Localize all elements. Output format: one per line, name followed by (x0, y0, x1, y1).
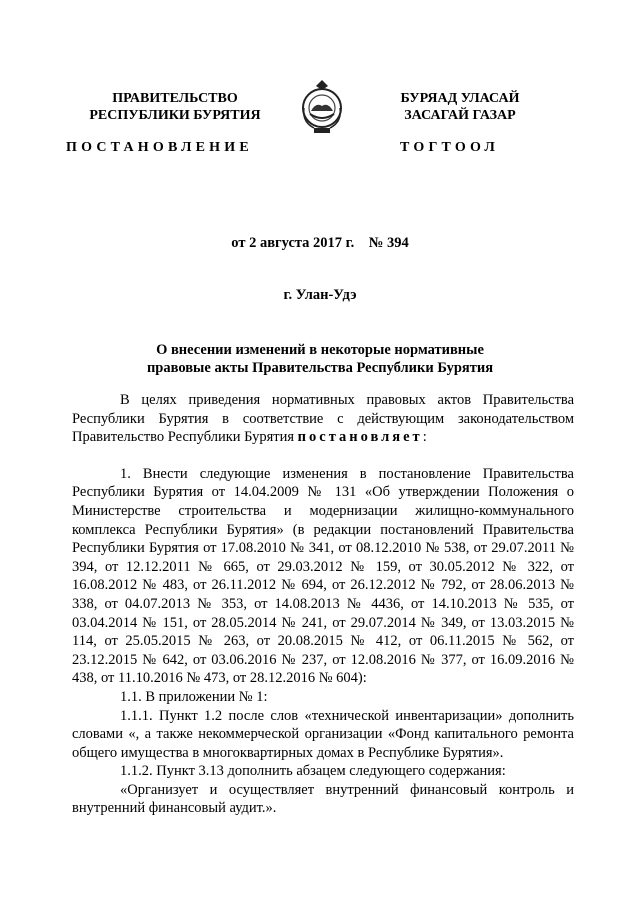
preamble-end: : (422, 429, 427, 446)
preamble-paragraph (72, 391, 574, 447)
government-line-1-bua: БУРЯАД УЛАСАЙ (400, 91, 520, 106)
coat-of-arms-icon (298, 78, 346, 136)
government-name-ru (50, 90, 300, 124)
government-line-2-bua: ЗАСАГАЙ ГАЗАР (404, 108, 516, 123)
item-1-1-2: 1.1.2. Пункт 3.13 дополнить абзацем следующего содержания: (120, 763, 506, 780)
preamble-text: В целях приведения нормативных правовых актов Правительства Республики Бурятия в соответствие с действующим законодательством Правительство Республики Бурятия (72, 392, 574, 446)
government-line-2: РЕСПУБЛИКИ БУРЯТИЯ (89, 108, 261, 123)
title-line-1: О внесении изменений в некоторые нормативные (156, 342, 484, 358)
government-name-bua (345, 90, 575, 124)
document-body (72, 391, 574, 818)
government-line-1: ПРАВИТЕЛЬСТВО (112, 91, 238, 106)
quote-paragraph: «Организует и осуществляет внутренний финансовый контроль и внутренний финансовый аудит.». (72, 781, 574, 817)
doc-type-ru: ПОСТАНОВЛЕНИЕ (66, 140, 253, 155)
item-1-1: 1.1. В приложении № 1: (120, 688, 268, 705)
city: г. Улан-Удэ (283, 287, 357, 303)
date-and-number: от 2 августа 2017 г. № 394 (231, 235, 409, 251)
title-line-2: правовые акты Правительства Республики Бурятия (146, 360, 494, 376)
doc-type-bua: ТОГТООЛ (400, 140, 500, 155)
item-1: 1. Внести следующие изменения в постановление Правительства Республики Бурятия от 14.04.2009 № 131 «Об утверждении Положения о Министерстве строительства и модернизации жилищно-коммунального комплекса Республики Бурятия» (в редакции постановлений Правительства Республики Бурятия от 17.08.2010 № 341, от 08.12.2010 № 538, от 29.07.2011 № 394, от 12.12.2011 № 665, от 29.03.2012 № 159, от 30.05.2012 № 322, от 16.08.2012 № 483, от 26.11.2012 № 694, от 26.12.2012 № 792, от 28.06.2013 № 338, от 04.07.2013 № 353, от 14.08.2013 № 4436, от 14.10.2013 № 535, от 03.04.2014 № 151, от 28.05.2014 № 241, от 29.07.2014 № 349, от 13.03.2015 № 114, от 25.05.2015 № 263, от 20.08.2015 № 412, от 06.11.2015 № 562, от 23.12.2015 № 642, от 03.06.2016 № 237, от 12.08.2016 № 377, от 16.09.2016 № 438, от 11.10.2016 № 473, от 28.12.2016 № 604): (72, 465, 574, 687)
document-title (0, 341, 640, 377)
decree-word: постановляет (297, 429, 423, 446)
item-1-1-1: 1.1.1. Пункт 1.2 после слов «технической инвентаризации» дополнить словами «, а также некоммерческой организации «Фонд капитального ремонта общего имущества в многоквартирных домах в Республике Бурятия». (72, 707, 574, 761)
